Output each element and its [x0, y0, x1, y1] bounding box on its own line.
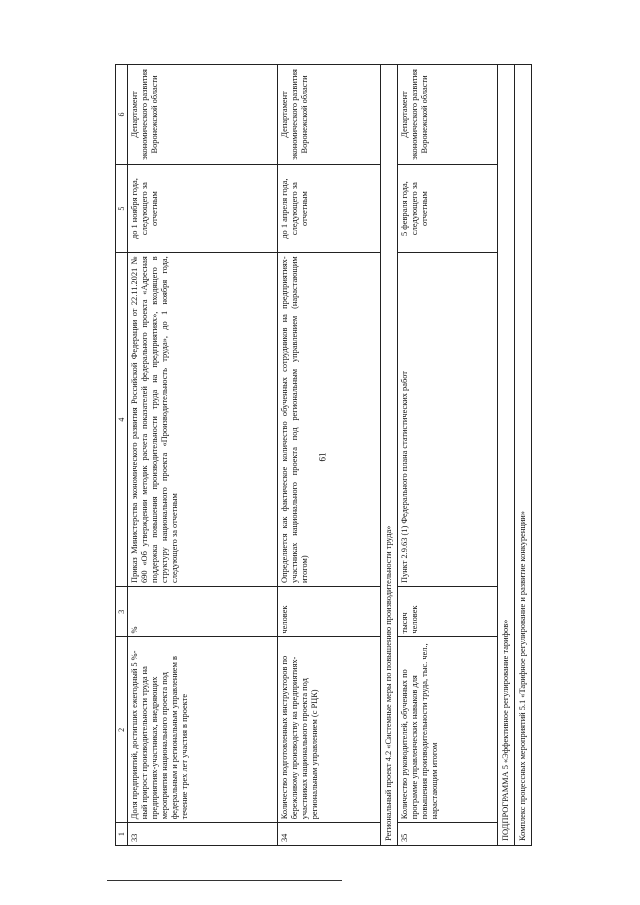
responsible-cell: Департамент экономического развития Воронежской области: [128, 65, 278, 165]
header-cell-6: 6: [116, 65, 128, 165]
method-cell: Определяется как фактическое количество обученных сотрудников на предприятиях-участниках национального проекта под региональным управлением (нарастающим итогом): [278, 253, 381, 587]
rotated-table-container: [115, 64, 528, 846]
complex-measures-title: Комплекс процессных мероприятий 5.1 «Тарифное регулирование и развитие конкуренции»: [515, 65, 532, 846]
unit-cell: человек: [278, 586, 381, 637]
section-row: [498, 65, 515, 846]
method-cell: Приказ Министерства экономического развития Российской Федерации от 22.11.2021 № 690 «Об утверждении методик расчета показателей федерального проекта «Адресная поддержка повышения производительности труда на предприятиях», входящего в структуру национального проекта «Производительность труда», до 1 ноября года, следующего за отчетным: [128, 253, 278, 587]
responsible-cell: Департамент экономического развития Воронежской области: [278, 65, 381, 165]
section-row: [515, 65, 532, 846]
header-cell-3: 3: [116, 586, 128, 637]
term-cell: до 1 ноября года, следующего за отчетным: [128, 164, 278, 252]
table-header-row: [116, 65, 128, 846]
header-cell-1: 1: [116, 823, 128, 846]
indicator-name: Количество подготовленных инструкторов по бережливому производству на предприятиях-участниках национального проекта под региональным управлением (с РЦК): [278, 637, 381, 823]
indicator-name: Доля предприятий, достигших ежегодный 5 %-ный прирост производительности труда на предприятиях-участниках, внедряющих мероприятия национального проекта под федеральным и региональным управлением в течение трех лет участия в проекте: [128, 637, 278, 823]
table-row: [278, 65, 381, 846]
row-number: 35: [398, 823, 498, 846]
term-cell: до 1 апреля года, следующего за отчетным: [278, 164, 381, 252]
header-cell-5: 5: [116, 164, 128, 252]
subprogram-title: ПОДПРОГРАММА 5 «Эффективное регулирование тарифов»: [498, 65, 515, 846]
unit-cell: тысяч человек: [398, 586, 498, 637]
page-number: 61: [317, 452, 328, 462]
row-number: 34: [278, 823, 381, 846]
section-row: [381, 65, 398, 846]
table-row: [398, 65, 498, 846]
header-cell-4: 4: [116, 253, 128, 587]
term-cell: 5 февраля года, следующего за отчетным: [398, 164, 498, 252]
footer-divider: [107, 880, 342, 881]
regional-project-title: Региональный проект 4.2 «Системные меры по повышению производительности труда»: [381, 65, 398, 846]
indicator-name: Количество руководителей, обученных по программе управленческих навыков для повышения производительности труда, тыс. чел., нарастающим итогом: [398, 637, 498, 823]
table-row: [128, 65, 278, 846]
row-number: 33: [128, 823, 278, 846]
responsible-cell: Департамент экономического развития Воронежской области: [398, 65, 498, 165]
indicators-table: [115, 64, 532, 846]
unit-cell: %: [128, 586, 278, 637]
header-cell-2: 2: [116, 637, 128, 823]
method-cell: Пункт 2.9.63 (1) Федерального плана статистических работ: [398, 253, 498, 587]
